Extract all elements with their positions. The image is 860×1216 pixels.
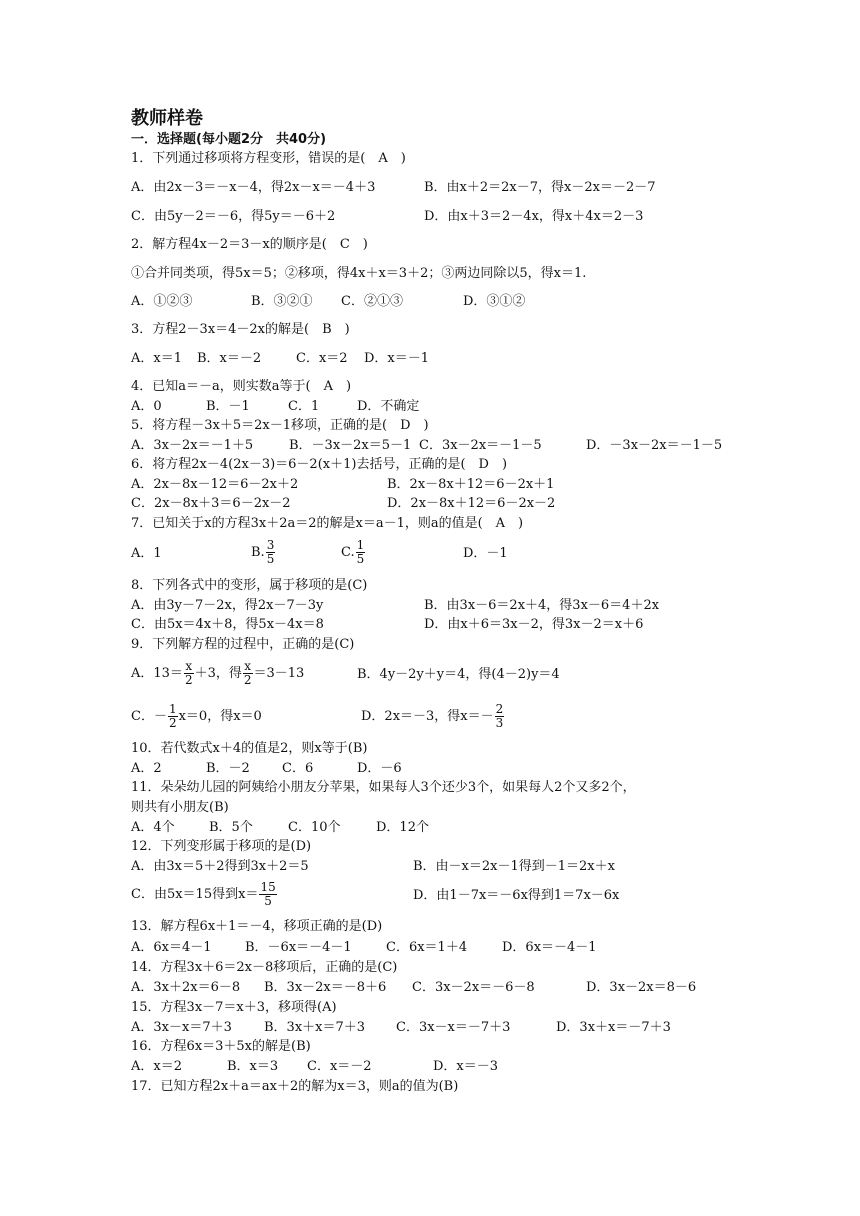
fraction bbox=[356, 539, 366, 566]
question-2-option-c: C．②①③ bbox=[341, 294, 403, 309]
question-6-option-c: C．2x－8x＋3＝6－2x－2 bbox=[131, 496, 291, 511]
question-2-option-a: A．①②③ bbox=[131, 294, 193, 309]
numerator: 1 bbox=[356, 538, 365, 552]
denominator: 3 bbox=[495, 716, 504, 730]
question-11-option-a: A．4个 bbox=[131, 820, 175, 835]
fraction bbox=[495, 703, 505, 730]
question-15-option-d: D．3x＋x＝－7＋3 bbox=[556, 1020, 671, 1035]
question-4-option-d: D．不确定 bbox=[357, 399, 420, 414]
option-text: D．2x＝－3，得x＝－ bbox=[361, 709, 494, 724]
question-8-option-a: A．由3y－7－2x，得2x－7－3y bbox=[131, 598, 324, 613]
question-15-option-a: A．3x－x＝7＋3 bbox=[131, 1020, 232, 1035]
question-6-option-d: D．2x－8x＋12＝6－2x－2 bbox=[387, 496, 556, 511]
numerator: 3 bbox=[266, 538, 275, 552]
question-1-option-b: B．由x＋2＝2x－7，得x－2x＝－2－7 bbox=[424, 180, 656, 195]
option-text: ＝3－13 bbox=[253, 666, 305, 681]
denominator: 2 bbox=[243, 673, 252, 687]
question-14-stem: 14．方程3x＋6＝2x－8移项后，正确的是(C) bbox=[131, 960, 398, 975]
question-4-option-c: C．1 bbox=[288, 399, 320, 414]
fraction bbox=[168, 703, 178, 730]
option-label: C. bbox=[341, 545, 355, 560]
numerator: 2 bbox=[495, 702, 504, 716]
question-15-stem: 15．方程3x－7＝x＋3，移项得(A) bbox=[131, 1000, 337, 1015]
option-text: C．由5x＝15得到x＝ bbox=[131, 887, 259, 902]
question-16-option-a: A．x＝2 bbox=[131, 1059, 182, 1074]
question-11-option-c: C．10个 bbox=[288, 820, 341, 835]
question-12-option-d: D．由1－7x＝－6x得到1＝7x－6x bbox=[413, 888, 620, 903]
numerator: 1 bbox=[168, 702, 177, 716]
question-6-option-b: B．2x－8x＋12＝6－2x＋1 bbox=[387, 477, 555, 492]
option-text: ＋3，得 bbox=[194, 666, 242, 681]
question-9-stem: 9．下列解方程的过程中，正确的是(C) bbox=[131, 637, 355, 652]
question-11-stem-continued: 则共有小朋友(B) bbox=[131, 800, 229, 815]
numerator: x bbox=[185, 659, 193, 673]
fraction bbox=[243, 660, 253, 687]
denominator: 5 bbox=[356, 552, 365, 566]
question-8-stem: 8．下列各式中的变形，属于移项的是(C) bbox=[131, 578, 368, 593]
question-7-option-b bbox=[251, 539, 276, 566]
question-8-option-c: C．由5x＝4x＋8，得5x－4x＝8 bbox=[131, 617, 324, 632]
question-3-stem: 3．方程2－3x＝4－2x的解是( B ) bbox=[131, 322, 350, 337]
question-13-option-a: A．6x＝4－1 bbox=[131, 940, 212, 955]
question-4-stem: 4．已知a＝－a，则实数a等于( A ) bbox=[131, 379, 352, 394]
question-14-option-b: B．3x－2x＝－8＋6 bbox=[264, 980, 387, 995]
question-1-option-d: D．由x＋3＝2－4x，得x＋4x＝2－3 bbox=[424, 209, 644, 224]
question-10-option-b: B．－2 bbox=[206, 761, 250, 776]
question-11-option-d: D．12个 bbox=[376, 820, 429, 835]
question-2-option-b: B．③②① bbox=[251, 294, 313, 309]
question-10-option-d: D．－6 bbox=[357, 761, 402, 776]
question-12-option-b: B．由－x＝2x－1得到－1＝2x＋x bbox=[413, 859, 615, 874]
denominator: 2 bbox=[184, 673, 193, 687]
question-5-stem: 5．将方程－3x＋5＝2x－1移项，正确的是( D ) bbox=[131, 418, 429, 433]
fraction bbox=[259, 881, 276, 908]
question-10-stem: 10．若代数式x＋4的值是2，则x等于(B) bbox=[131, 741, 368, 756]
question-4-option-a: A．0 bbox=[131, 399, 162, 414]
question-16-option-c: C．x＝－2 bbox=[307, 1059, 372, 1074]
denominator: 5 bbox=[264, 894, 272, 908]
numerator: x bbox=[244, 659, 252, 673]
question-10-option-a: A．2 bbox=[131, 761, 162, 776]
question-8-option-b: B．由3x－6＝2x＋4，得3x－6＝4＋2x bbox=[424, 598, 660, 613]
question-3-option-c: C．x＝2 bbox=[296, 351, 348, 366]
question-13-option-d: D．6x＝－4－1 bbox=[502, 940, 597, 955]
question-7-stem: 7．已知关于x的方程3x＋2a＝2的解是x＝a－1，则a的值是( A ) bbox=[131, 516, 524, 531]
question-6-stem: 6．将方程2x－4(2x－3)＝6－2(x＋1)去括号，正确的是( D ) bbox=[131, 457, 508, 472]
question-7-option-d: D．－1 bbox=[463, 546, 508, 561]
question-16-option-d: D．x＝－3 bbox=[433, 1059, 499, 1074]
option-text: x＝0，得x＝0 bbox=[178, 709, 262, 724]
question-2-option-d: D．③①② bbox=[463, 294, 526, 309]
page-title: 教师样卷 bbox=[131, 108, 203, 129]
question-2-stem: 2．解方程4x－2＝3－x的顺序是( C ) bbox=[131, 237, 368, 252]
question-3-option-b: B．x＝－2 bbox=[197, 351, 262, 366]
question-9-option-d bbox=[361, 703, 505, 730]
question-9-option-b: B．4y－2y＋y＝4，得(4－2)y＝4 bbox=[357, 667, 560, 682]
question-1-option-c: C．由5y－2＝－6，得5y＝－6＋2 bbox=[131, 209, 336, 224]
question-16-option-b: B．x＝3 bbox=[227, 1059, 279, 1074]
question-5-option-c: C．3x－2x＝－1－5 bbox=[419, 438, 542, 453]
question-16-stem: 16．方程6x＝3＋5x的解是(B) bbox=[131, 1039, 311, 1054]
question-7-option-a: A．1 bbox=[131, 546, 162, 561]
question-12-option-a: A．由3x＝5＋2得到3x＋2＝5 bbox=[131, 859, 309, 874]
fraction bbox=[184, 660, 194, 687]
question-5-option-a: A．3x－2x＝－1＋5 bbox=[131, 438, 254, 453]
question-9-option-c bbox=[131, 703, 262, 730]
denominator: 2 bbox=[168, 716, 177, 730]
question-9-option-a bbox=[131, 660, 304, 687]
denominator: 5 bbox=[266, 552, 275, 566]
question-3-option-a: A．x＝1 bbox=[131, 351, 182, 366]
question-15-option-b: B．3x＋x＝7＋3 bbox=[264, 1020, 366, 1035]
question-7-option-c bbox=[341, 539, 366, 566]
question-17-stem: 17．已知方程2x＋a＝ax＋2的解为x＝3，则a的值为(B) bbox=[131, 1079, 459, 1094]
question-13-stem: 13．解方程6x＋1＝－4，移项正确的是(D) bbox=[131, 919, 383, 934]
question-13-option-c: C．6x＝1＋4 bbox=[386, 940, 468, 955]
question-14-option-c: C．3x－2x＝－6－8 bbox=[412, 980, 535, 995]
section-heading: 一．选择题(每小题2分 共40分) bbox=[131, 132, 327, 147]
question-14-option-d: D．3x－2x＝8－6 bbox=[586, 980, 697, 995]
question-5-option-d: D．－3x－2x＝－1－5 bbox=[586, 438, 723, 453]
question-2-steps: ①合并同类项，得5x＝5；②移项，得4x＋x＝3＋2；③两边同除以5，得x＝1. bbox=[131, 266, 587, 281]
option-text: A．13＝ bbox=[131, 666, 183, 681]
question-13-option-b: B．－6x＝－4－1 bbox=[245, 940, 352, 955]
question-10-option-c: C．6 bbox=[282, 761, 314, 776]
numerator: 15 bbox=[260, 880, 276, 894]
question-5-option-b: B．－3x－2x＝5－1 bbox=[289, 438, 412, 453]
question-3-option-d: D．x＝－1 bbox=[364, 351, 430, 366]
question-12-stem: 12．下列变形属于移项的是(D) bbox=[131, 839, 312, 854]
question-11-option-b: B．5个 bbox=[209, 820, 253, 835]
question-15-option-c: C．3x－x＝－7＋3 bbox=[396, 1020, 511, 1035]
question-1-stem: 1．下列通过移项将方程变形，错误的是( A ) bbox=[131, 151, 406, 166]
option-text: C．－ bbox=[131, 709, 167, 724]
question-6-option-a: A．2x－8x－12＝6－2x＋2 bbox=[131, 477, 299, 492]
question-1-option-a: A．由2x－3＝－x－4，得2x－x＝－4＋3 bbox=[131, 180, 376, 195]
fraction bbox=[266, 539, 276, 566]
question-12-option-c bbox=[131, 881, 278, 908]
question-4-option-b: B．－1 bbox=[206, 399, 250, 414]
question-14-option-a: A．3x＋2x＝6－8 bbox=[131, 980, 241, 995]
option-label: B. bbox=[251, 545, 265, 560]
question-11-stem: 11．朵朵幼儿园的阿姨给小朋友分苹果，如果每人3个还少3个，如果每人2个又多2个， bbox=[131, 780, 636, 795]
question-8-option-d: D．由x＋6＝3x－2，得3x－2＝x＋6 bbox=[424, 617, 644, 632]
